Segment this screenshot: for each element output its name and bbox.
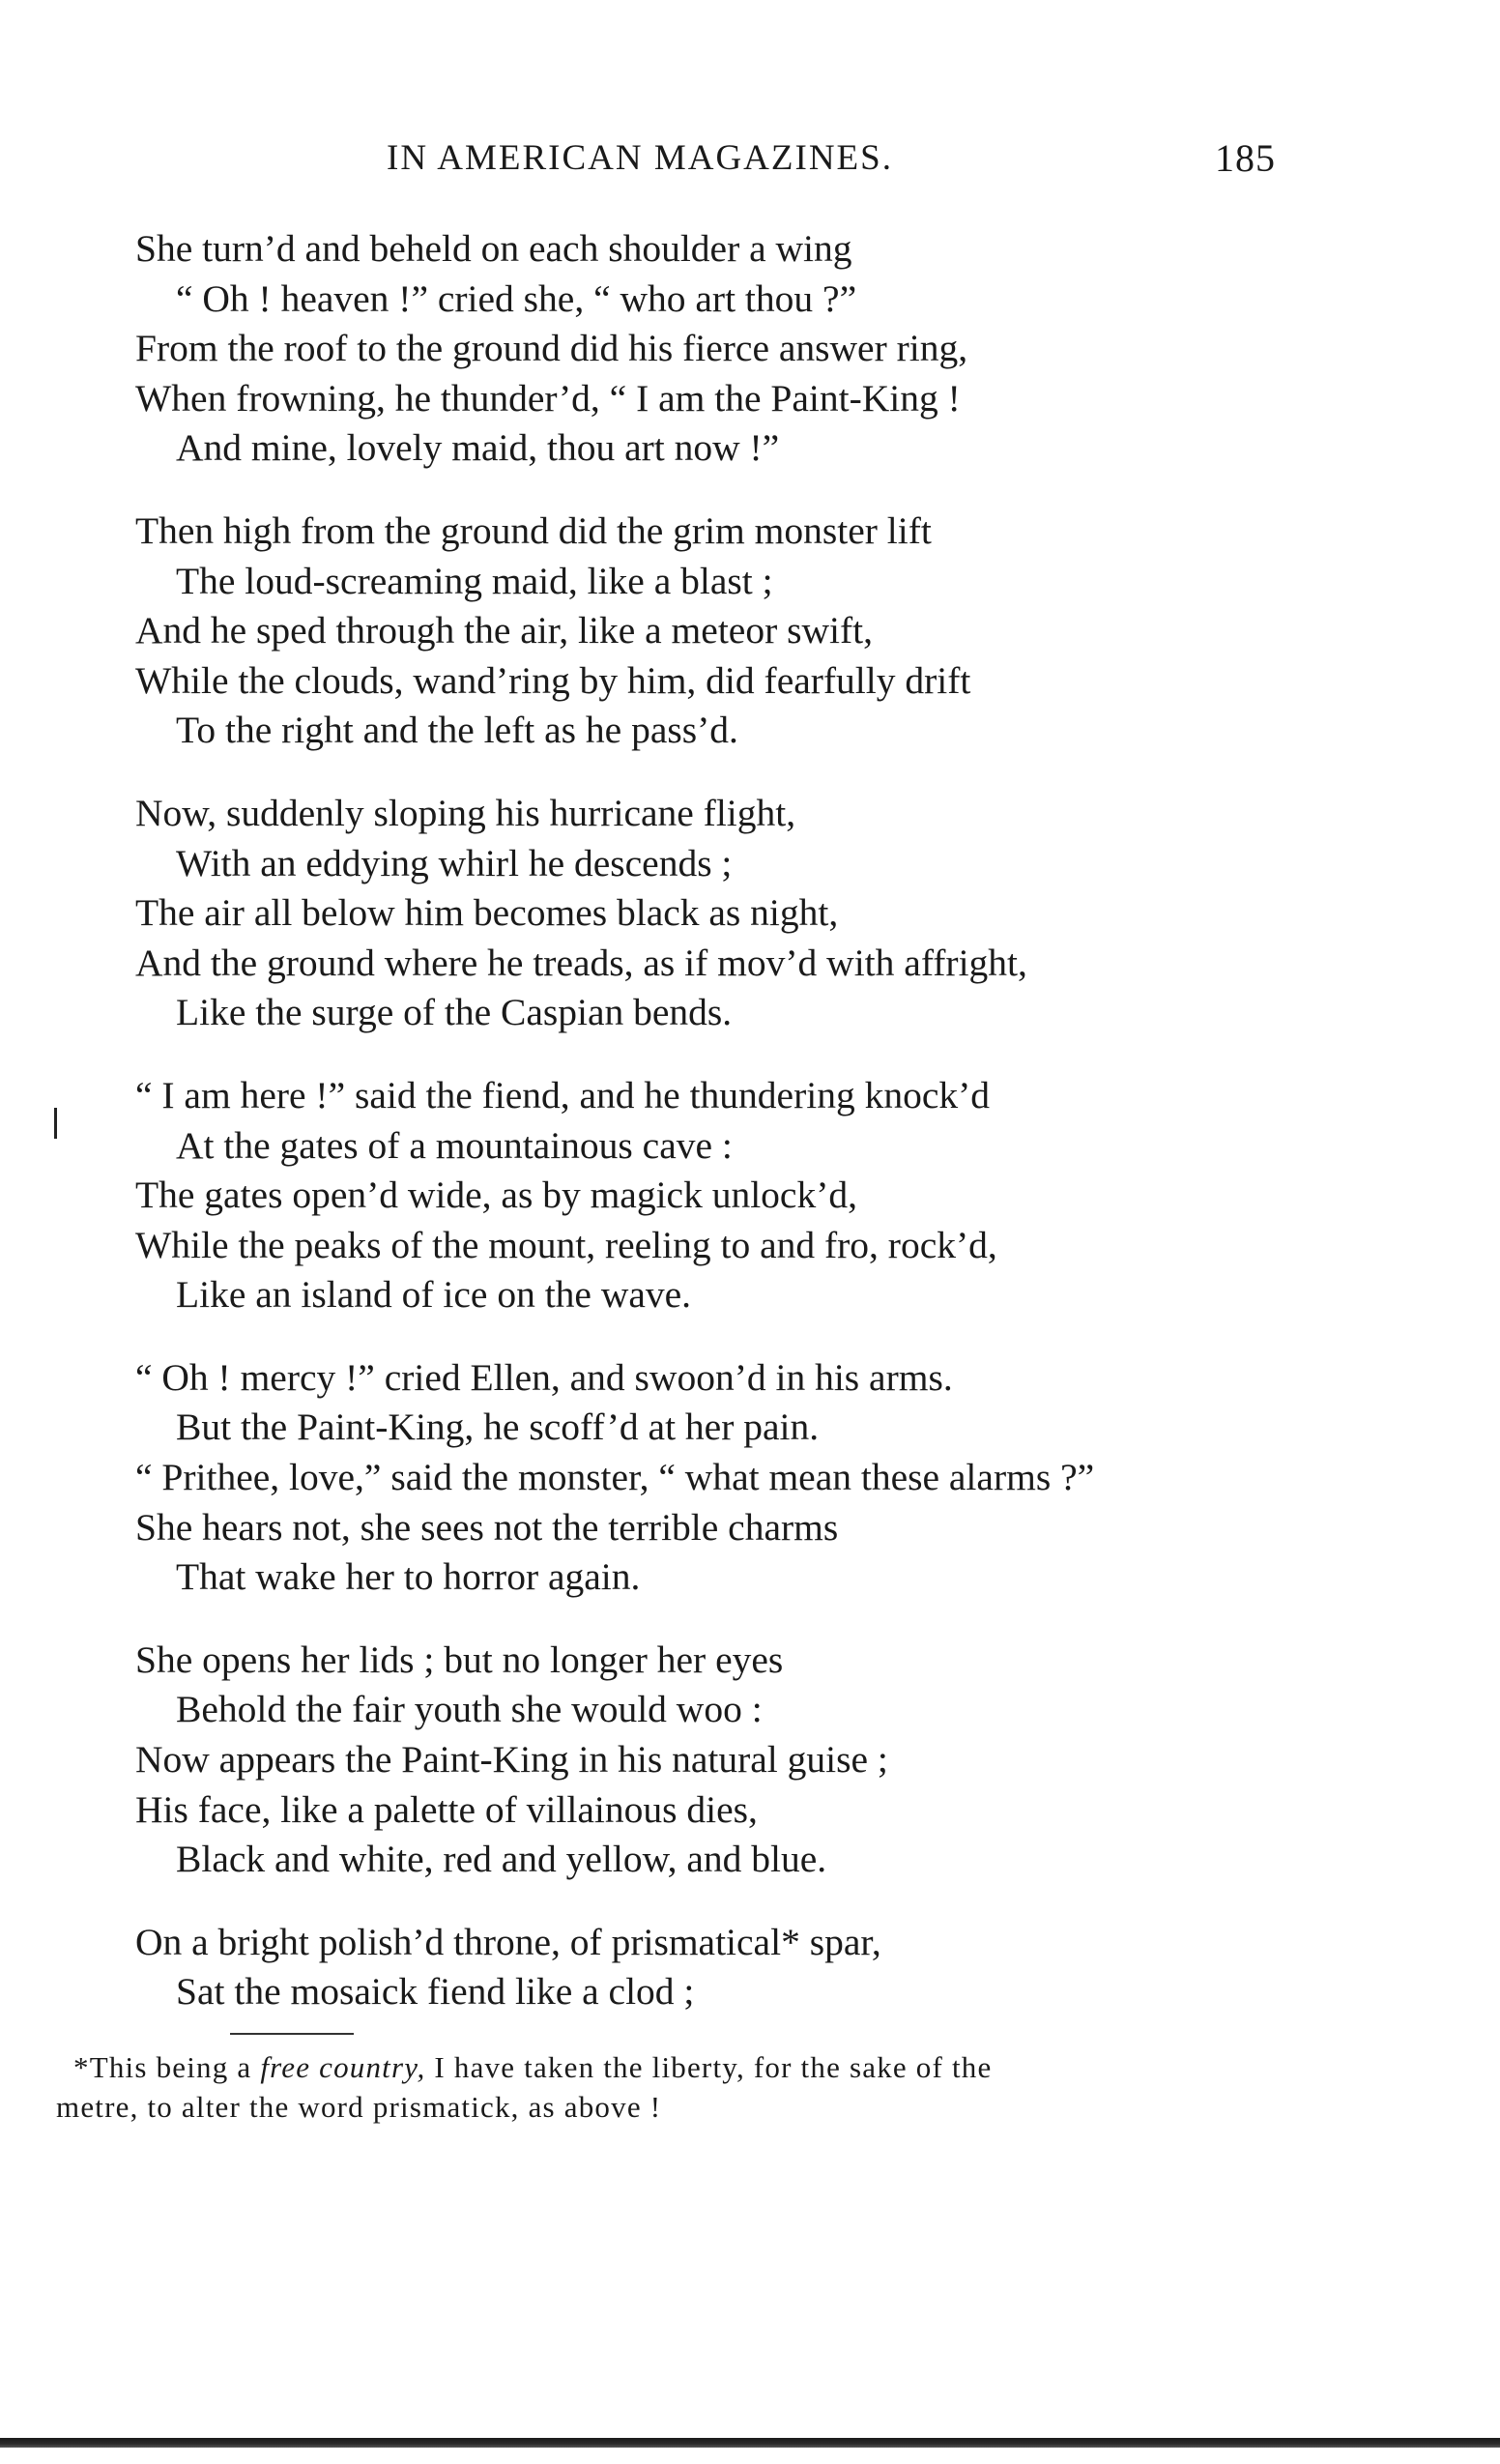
verse-line: “ Prithee, love,” said the monster, “ what mean these alarms ?” (135, 1456, 1095, 1499)
verse-line: That wake her to horror again. (176, 1555, 641, 1599)
page-number: 185 (1215, 136, 1276, 180)
stanza (135, 1353, 1276, 1603)
verse-line: Black and white, red and yellow, and blue. (176, 1838, 827, 1881)
verse-line: Then high from the ground did the grim monster lift (135, 508, 932, 552)
stanza (135, 507, 1276, 756)
verse-line: At the gates of a mountainous cave : (176, 1123, 733, 1167)
footnote-line-2: metre, to alter the word prismatick, as above ! (56, 2090, 662, 2124)
verse-line: The loud-screaming maid, like a blast ; (176, 559, 773, 602)
stanza (135, 1636, 1276, 1885)
verse-line: She opens her lids ; but no longer her eyes (135, 1638, 784, 1681)
verse-line: Now appears the Paint-King in his natural guise ; (135, 1738, 888, 1782)
footnote-italic: free country, (260, 2050, 426, 2084)
verse-line: “ I am here !” said the fiend, and he thundering knock’d (135, 1073, 991, 1116)
verse-line: And mine, lovely maid, thou art now !” (176, 426, 780, 470)
verse-line: While the clouds, wand’ring by him, did fearfully drift (135, 658, 971, 702)
verse-line: When frowning, he thunder’d, “ I am the Paint-King ! (135, 376, 961, 420)
verse-line: She hears not, she sees not the terrible charms (135, 1505, 839, 1549)
footnote-line-1 (56, 2047, 1264, 2087)
running-head-title: IN AMERICAN MAGAZINES. (387, 138, 893, 178)
footnote-text-before: This being a (89, 2050, 261, 2084)
verse-line: While the peaks of the mount, reeling to and fro, rock’d, (135, 1223, 997, 1266)
verse-line: His face, like a palette of villainous dies, (135, 1787, 758, 1831)
verse-line: With an eddying whirl he descends ; (176, 841, 733, 884)
footnote-marker: * (73, 2050, 90, 2084)
verse-line: And he sped through the air, like a meteor swift, (135, 609, 873, 652)
footnote-rule (230, 2033, 354, 2035)
footnote-text-after: I have taken the liberty, for the sake of the (425, 2050, 993, 2084)
verse-line: The air all below him becomes black as night, (135, 891, 839, 935)
verse-line: Like an island of ice on the wave. (176, 1273, 692, 1317)
page-bottom-edge (0, 2438, 1500, 2448)
stanza (135, 789, 1276, 1038)
verse-line: And the ground where he treads, as if mov’d with affright, (135, 941, 1027, 984)
poem-body (135, 224, 1276, 2050)
verse-line: Now, suddenly sloping his hurricane flight, (135, 791, 796, 834)
footnote (56, 2047, 1264, 2127)
verse-line: “ Oh ! mercy !” cried Ellen, and swoon’d in his arms. (135, 1355, 953, 1399)
running-header (387, 137, 1276, 188)
stanza (135, 1071, 1276, 1320)
stanza (135, 1918, 1276, 2017)
verse-line: The gates open’d wide, as by magick unlock’d, (135, 1174, 857, 1217)
verse-line: But the Paint-King, he scoff’d at her pain. (176, 1406, 820, 1449)
stanza (135, 224, 1276, 474)
verse-line: “ Oh ! heaven !” cried she, “ who art thou ?” (176, 276, 857, 320)
verse-line: Behold the fair youth she would woo : (176, 1688, 763, 1731)
verse-line: Sat the mosaick fiend like a clod ; (176, 1970, 695, 2014)
verse-line: On a bright polish’d throne, of prismatical* spar, (135, 1920, 881, 1963)
verse-line: To the right and the left as he pass’d. (176, 709, 738, 752)
verse-line: From the roof to the ground did his fierce answer ring, (135, 327, 968, 370)
verse-line: She turn’d and beheld on each shoulder a wing (135, 227, 852, 270)
margin-mark (54, 1108, 57, 1139)
verse-line: Like the surge of the Caspian bends. (176, 991, 733, 1034)
